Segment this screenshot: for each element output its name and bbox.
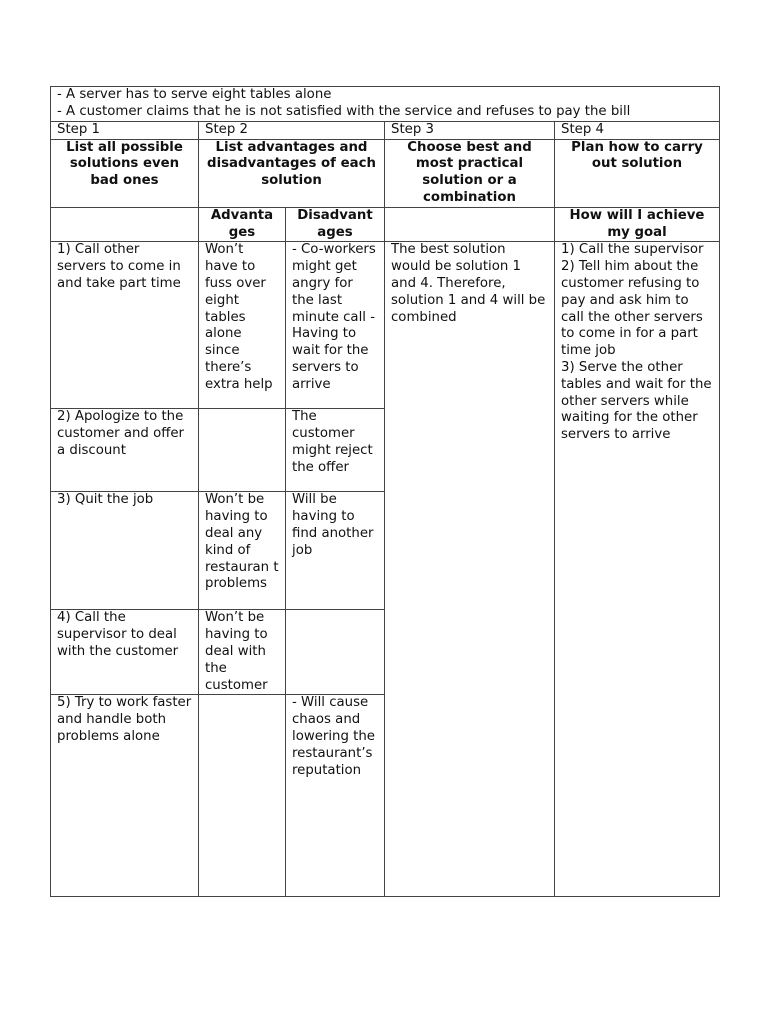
advantage-2 [199, 409, 286, 492]
plan-step-3: 3) Serve the other tables and wait for the other servers while waiting for the other servers to arrive [561, 359, 712, 443]
step-labels-row [51, 121, 720, 139]
disadvantages-header: Disadvant ages [286, 207, 385, 242]
disadvantage-4 [286, 610, 385, 695]
solution-1: 1) Call other servers to come in and take part time [51, 242, 199, 409]
disadvantage-5: - Will cause chaos and lowering the restaurant’s reputation [286, 695, 385, 897]
disadvantage-3: Will be having to find another job [286, 492, 385, 610]
solution-4: 4) Call the supervisor to deal with the customer [51, 610, 199, 695]
advantage-5 [199, 695, 286, 897]
achieve-goal-header: How will I achieve my goal [555, 207, 720, 242]
step-4-title: Plan how to carry out solution [555, 139, 720, 207]
advantage-4: Won’t be having to deal with the customer [199, 610, 286, 695]
best-solution-cell: The best solution would be solution 1 and 4. Therefore, solution 1 and 4 will be combined [385, 242, 555, 897]
subheader-empty-1 [51, 207, 199, 242]
solution-5: 5) Try to work faster and handle both problems alone [51, 695, 199, 897]
solution-3: 3) Quit the job [51, 492, 199, 610]
disadvantage-1: - Co-workers might get angry for the last minute call - Having to wait for the servers to arrive [286, 242, 385, 409]
plan-step-2: 2) Tell him about the customer refusing to pay and ask him to call the other servers to come in for a part time job [561, 259, 703, 359]
step-3-title: Choose best and most practical solution or a combination [385, 139, 555, 207]
scenario-line-1: - A server has to serve eight tables alone [57, 87, 332, 102]
scenario-line-2: - A customer claims that he is not satisfied with the service and refuses to pay the bill [57, 103, 631, 119]
plan-cell [555, 242, 720, 897]
subheader-empty-3 [385, 207, 555, 242]
scenario-cell [51, 87, 720, 122]
advantages-header: Advanta ges [199, 207, 286, 242]
scenario-row [51, 87, 720, 122]
solution-2: 2) Apologize to the customer and offer a discount [51, 409, 199, 492]
advantage-1: Won’t have to fuss over eight tables alone since there’s extra help [199, 242, 286, 409]
plan-step-1: 1) Call the supervisor [561, 242, 704, 258]
step-3-label: Step 3 [385, 121, 555, 139]
advantage-3: Won’t be having to deal any kind of restauran t problems [199, 492, 286, 610]
disadvantage-2: The customer might reject the offer [286, 409, 385, 492]
step-2-label: Step 2 [199, 121, 385, 139]
step-titles-row [51, 139, 720, 207]
step-1-title: List all possible solutions even bad ones [51, 139, 199, 207]
step-4-label: Step 4 [555, 121, 720, 139]
step-1-label: Step 1 [51, 121, 199, 139]
subheader-row [51, 207, 720, 242]
problem-solving-table [50, 86, 720, 897]
solution-row [51, 242, 720, 409]
step-2-title: List advantages and disadvantages of each solution [199, 139, 385, 207]
